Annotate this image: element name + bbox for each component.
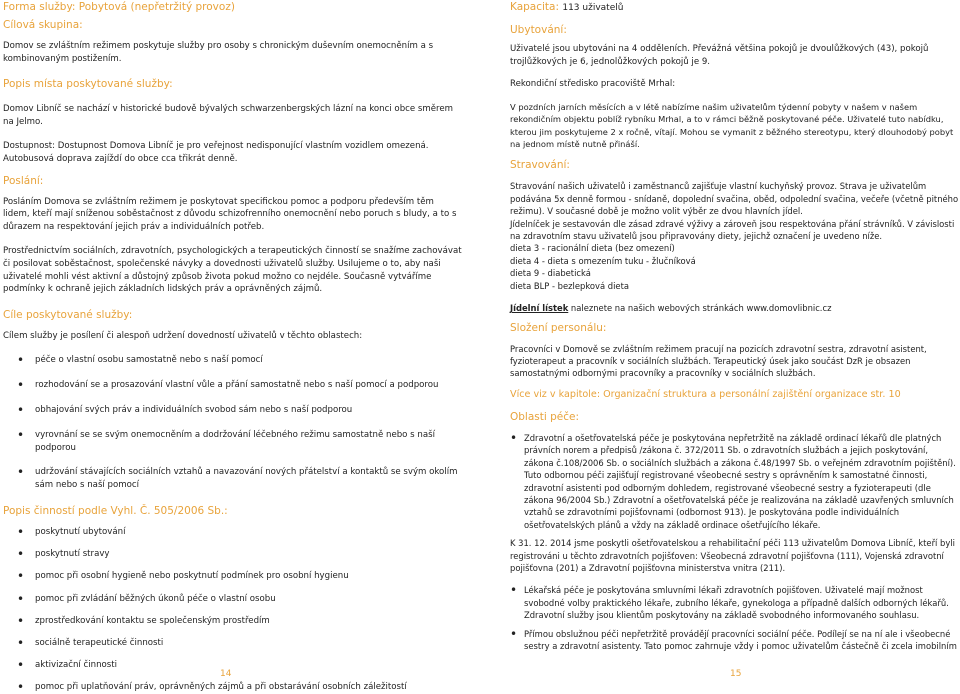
page-number: 15 (730, 669, 742, 680)
list-item: • Přímou obslužnou péči nepřetržitě provádějí pracovníci sociální péče. Podílejí se na ní ale i všeobecné sestry a zdravotní asistenty. Tato pomoc zahrnuje vždy i pomoc uživatelům částečně či zcela imobilním (510, 628, 960, 653)
jidelnicek-text: Jídelníček je sestavován dle zásad zdravé výživy a zároveň jsou respektována přání strávníků. V závislosti na zdravotním stavu uživatelů jsou připravovány diety, jejichž označení je uvedeno níže. (510, 218, 955, 242)
slozeni-text: Pracovníci v Domově se zvláštním režimem pracují na pozicích zdravotní sestra, zdravotní asistent, fyzioterapeut a pracovník v sociálních službách. Terapeutický úsek jako součást DzR je obsazen samostatnými odbornými pracovníky a pracovníky v sociálních službách. (510, 343, 927, 379)
diet-item: dieta 3 - racionální dieta (bez omezení) (510, 243, 675, 254)
cile-list (3, 354, 463, 491)
list-item: • rozhodování se a prosazování vlastní vůle a přání samostatně nebo s naší pomocí a podporou (3, 379, 463, 392)
list-item: • zprostředkování kontaktu se společenským prostředím (3, 615, 463, 628)
list-item: • Lékařská péče je poskytována smluvními lékaři zdravotních pojišťoven. Uživatelé mají možnost svobodné volby praktického lékaře, zubního lékaře, gynekologa a případně dalších odborných lékařů. Zdravotní služby jsou klientům poskytovány na základě svobodného informovaného souhlasu. (510, 584, 960, 621)
poslani-heading: Poslání: (3, 174, 44, 187)
vice-info: Více viz v kapitole: Organizační struktura a personální zajištění organizace str. 10 (510, 388, 901, 400)
list-item: • aktivizační činnosti (3, 659, 463, 672)
rekondicni-title: Rekondiční středisko pracoviště Mrhal: (510, 79, 676, 90)
list-item: • Zdravotní a ošetřovatelská péče je poskytována nepřetržitě na základě ordinací lékařů dle platných právních norem a předpisů /zákona č. 372/2011 Sb. o zdravotních službách a jejich poskytování, zákona č.108/2006 Sb. o sociálních službách a zákona č.48/1997 Sb. o veřejném zdravotním pojištění). Tuto odbornou péči zajišťují registrované všeobecné sestry s oprávněním k samostatné činnosti, zdravotní asistenti pod odborným dohledem, registrované všeobecné sestry a fyzioterapeuti (dle zákona 96/2004 Sb.) Zdravotní a ošetřovatelská péče je realizována na základě uzavřených smluvních vztahů se zdravotními pojišťovnami (odbornost 913). Je poskytována podle individuálních ošetřovatelských plánů a vždy na základě ordinace ošetřujícího lékaře. (510, 432, 960, 531)
diet-item: dieta 9 - diabetická (510, 268, 591, 279)
list-item: • vyrovnání se se svým onemocněním a dodržování léčebného režimu samostatně nebo s naší podporou (3, 429, 463, 454)
kapacita-line (510, 0, 960, 15)
list-item: • poskytnutí ubytování (3, 526, 463, 539)
cile-heading: Cíle poskytované služby: (3, 308, 133, 321)
popis-heading: Popis místa poskytované služby: (3, 78, 173, 91)
right-page (510, 0, 960, 681)
stravovani-heading: Stravování: (510, 159, 570, 172)
cile-text: Cílem služby je posílení či alespoň udržení dovedností uživatelů v těchto oblastech: (3, 330, 363, 341)
jidelni-listek-line (510, 302, 960, 315)
slozeni-heading: Složení personálu: (510, 321, 607, 334)
cinnosti-list (3, 526, 463, 694)
oblasti-heading: Oblasti péče: (510, 410, 580, 423)
page-number: 14 (220, 669, 232, 680)
list-item: • pomoc při zvládání běžných úkonů péče o vlastní osobu (3, 593, 463, 606)
diety-list (510, 242, 960, 292)
kapacita-heading: Kapacita: (510, 1, 560, 13)
jidelni-listek-text: naleznete na našich webových stránkách www.domovlibnic.cz (568, 303, 832, 314)
diet-item: dieta BLP - bezlepková dieta (510, 280, 629, 291)
left-page (0, 0, 463, 693)
jidelni-listek-label: Jídelní lístek (510, 303, 569, 314)
list-item: • udržování stávajících sociálních vztahů a navazování nových přátelství a kontaktů se svým okolím sám nebo s naší pomocí (3, 466, 463, 491)
diet-item: dieta 4 - dieta s omezením tuku - žlučníková (510, 255, 696, 266)
cinnosti-heading: Popis činností podle Vyhl. Č. 505/2006 Sb.: (3, 504, 228, 517)
ubytovani-text: Uživatelé jsou ubytováni na 4 odděleních. Převážná většina pokojů je dvoulůžkových (43), pokojů trojlůžkových je 6, jednolůžkových pokojů je 9. (510, 44, 929, 67)
dostupnost-text: Dostupnost: Dostupnost Domova Libníč je pro veřejnost nedisponující vlastním vozidlem omezená. Autobusová doprava zajíždí do obce cca třikrát denně. (3, 141, 429, 164)
prostrednictvim-text: Prostřednictvím sociálních, zdravotních, psychologických a terapeutických činností se snažíme zachovávat či posilovat soběstačnost, společenské návyky a dovednosti uživatelů služby. Usilujeme o to, aby naši uživatelé mohli vést aktivní a důstojný způsob života pokud možno co nejdéle. Současně vytváříme podmínky k ochraně jejich základních lidských práv a oprávněných zájmů. (3, 246, 462, 295)
oblasti-list-2 (510, 584, 960, 652)
kapacita-value: 113 uživatelů (562, 3, 624, 13)
list-item: • poskytnutí stravy (3, 548, 463, 561)
forma-heading: Forma služby: Pobytová (nepřetržitý provoz) (3, 1, 235, 13)
poslani-text: Posláním Domova se zvláštním režimem je poskytovat specifickou pomoc a podporu především těm lidem, kteří mají sníženou soběstačnost z důvodu schizofrenního onemocnění nebo poruch s bludy, a to s důrazem na respektování jejich práv a individuálních potřeb. (3, 196, 457, 232)
list-item: • pomoc při osobní hygieně nebo poskytnutí podmínek pro osobní hygienu (3, 570, 463, 583)
popis-text: Domov Libníč se nachází v historické budově bývalých schwarzenbergských lázní na konci obce směrem na Jelmo. (3, 104, 454, 127)
list-item: • obhajování svých práv a individuálních svobod sám nebo s naší podporou (3, 404, 463, 417)
rekondicni-text: V pozdních jarních měsících a v létě nabízíme našim uživatelům týdenní pobyty v našem v našem rekondičním objektu poblíž rybníku Mrhal, a to v rámci běžně poskytované péče. Uživatelé tuto nabídku, kterou jim poskytujeme 2 x ročně, vítají. Mohou se vymanit z běžného stereotypu, který dlouhodobý pobyt na jednom místě nutně přináší. (510, 101, 954, 149)
list-item: • péče o vlastní osobu samostatně nebo s naší pomocí (3, 354, 463, 367)
ubytovani-heading: Ubytování: (510, 24, 567, 36)
cilova-heading: Cílová skupina: (3, 19, 83, 31)
oblasti-list-1 (510, 432, 960, 531)
cilova-text: Domov se zvláštním režimem poskytuje služby pro osoby s chronickým duševním onemocněním a s kombinovaným postižením. (3, 41, 434, 64)
stravovani-text: Stravování našich uživatelů i zaměstnanců zajišťuje vlastní kuchyňský provoz. Strava je uživatelům podávána 5x denně formou - snídaně, dopolední svačina, oběd, odpolední svačina, večeře (včetně pitného režimu). V současné době je možno volit výběr ze dvou hlavních jídel. (510, 181, 959, 217)
list-item: • sociálně terapeutické činnosti (3, 637, 463, 650)
list-item: • pomoc při uplatňování práv, oprávněných zájmů a při obstarávání osobních záležitostí (3, 681, 463, 694)
k31-text: K 31. 12. 2014 jsme poskytli ošetřovatelskou a rehabilitační péči 113 uživatelům Domova Libníč, kteří byli registrováni u těchto zdravotních pojišťoven: Všeobecná zdravotní pojišťovna (111), Vojenská zdravotní pojišťovna (201) a Zdravotní pojišťovna ministerstva vnitra (211). (510, 538, 955, 573)
